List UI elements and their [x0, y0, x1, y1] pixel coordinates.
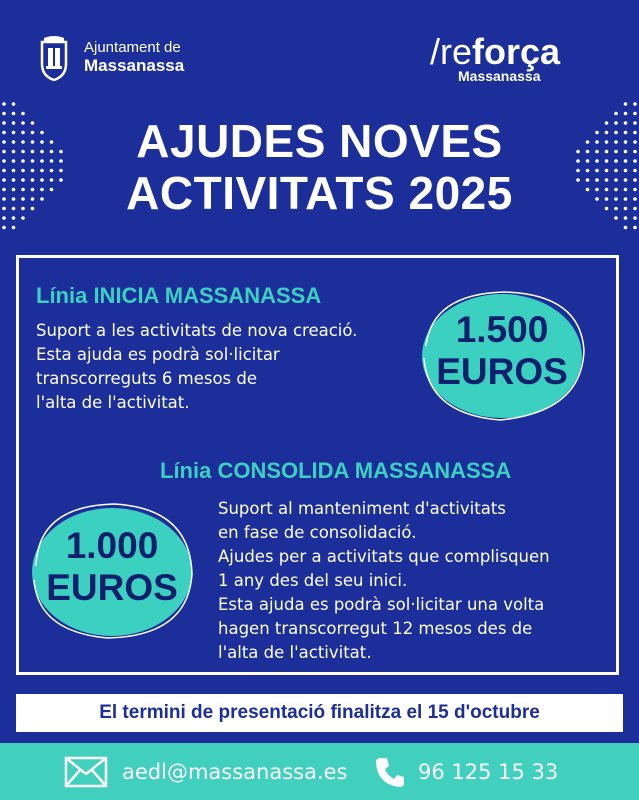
inicia-amount [422, 308, 582, 392]
crest-icon [34, 34, 74, 82]
brand-forca: força [472, 31, 561, 72]
inicia-text-line: l'alta de l'activitat. [36, 393, 190, 412]
inicia-text-line: Esta ajuda es podrà sol·licitar [36, 345, 280, 364]
brand-re: re [440, 31, 473, 72]
consolida-text-line: Ajudes per a activitats que complisquen [218, 547, 550, 566]
inicia-amount-currency: EUROS [436, 351, 568, 392]
page-title [0, 115, 639, 219]
consolida-text-line: 1 any des del seu inici. [218, 571, 408, 590]
decor-dot [624, 102, 628, 106]
consolida-amount [32, 524, 192, 608]
brand-logo [430, 31, 610, 84]
email-link[interactable]: aedl@massanassa.es [122, 760, 348, 784]
municipality-logo [34, 34, 184, 82]
brand-subtitle: Massanassa [458, 68, 541, 84]
phone-icon [375, 756, 405, 788]
org-name-line1: Ajuntament de [84, 39, 181, 57]
inicia-heading: Línia INICIA MASSANASSA [36, 283, 322, 308]
consolida-text-line: Suport al manteniment d'activitats [218, 499, 506, 518]
consolida-text-line: hagen transcorregut 12 mesos des de [218, 619, 533, 638]
email-icon [64, 756, 108, 788]
inicia-description [36, 319, 416, 415]
consolida-heading: Línia CONSOLIDA MASSANASSA [160, 458, 512, 483]
decor-dot [12, 226, 16, 230]
consolida-text-line: l'alta de l'activitat. [218, 643, 372, 662]
deadline-banner: El termini de presentació finalitza el 15 d'octubre [16, 694, 623, 732]
inicia-amount-value: 1.500 [455, 309, 549, 350]
org-name-line2: Massanassa [84, 55, 185, 75]
decor-dot [633, 102, 637, 106]
decor-dot [2, 102, 6, 106]
decor-dot [624, 226, 628, 230]
consolida-amount-currency: EUROS [46, 567, 178, 608]
decor-dot [12, 102, 16, 106]
consolida-text-line: Esta ajuda es podrà sol·licitar una volta [218, 595, 545, 614]
inicia-text-line: Suport a les activitats de nova creació. [36, 321, 358, 340]
consolida-text-line: en fase de consolidació. [218, 523, 417, 542]
title-line1: AJUDES NOVES [136, 115, 503, 167]
phone-link[interactable]: 96 125 15 33 [418, 760, 559, 784]
consolida-amount-value: 1.000 [65, 525, 159, 566]
inicia-text-line: transcorreguts 6 mesos de [36, 369, 258, 388]
title-line2: ACTIVITATS 2025 [126, 167, 513, 219]
decor-dot [2, 226, 6, 230]
brand-slash: / [430, 31, 441, 72]
decor-dot [633, 226, 637, 230]
consolida-description [218, 497, 628, 665]
